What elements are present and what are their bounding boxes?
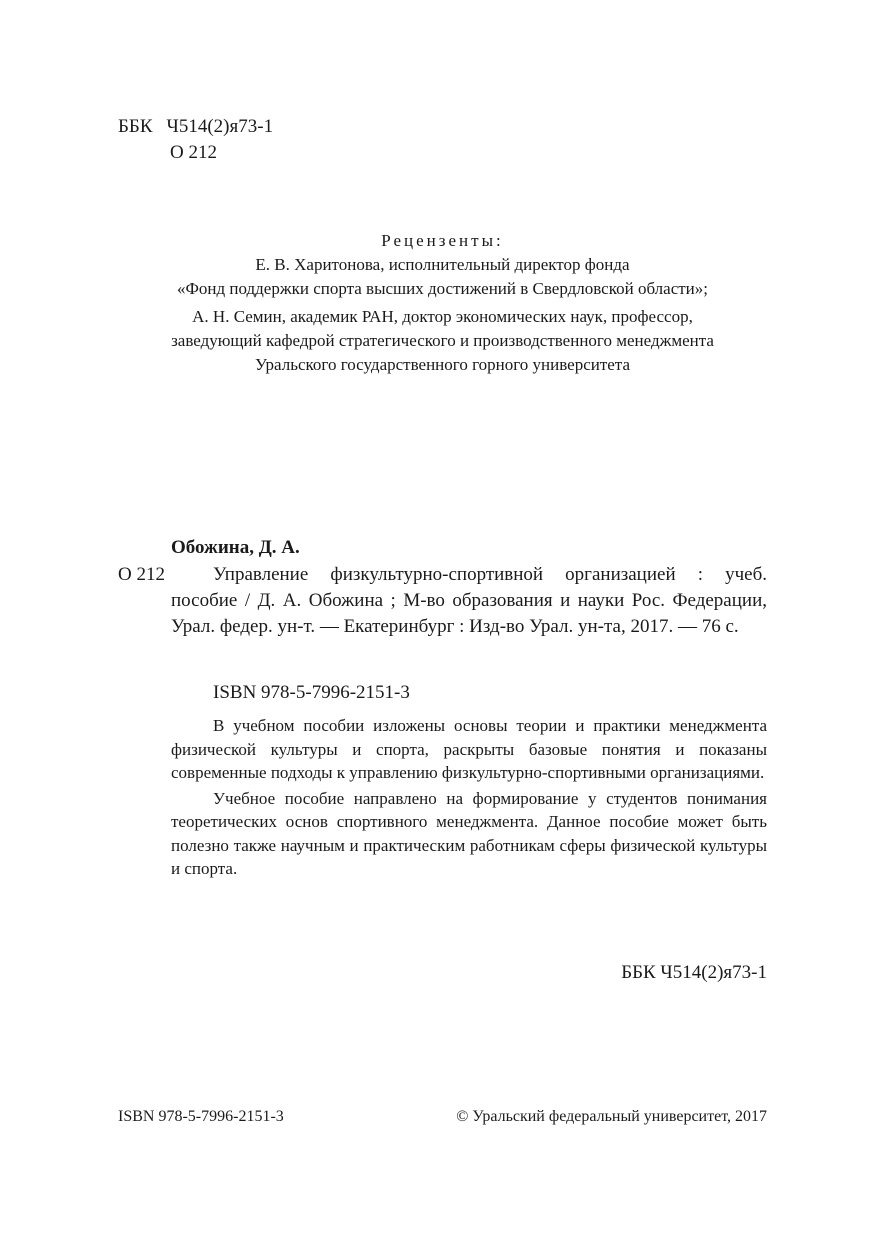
- reviewers-block: [110, 229, 775, 377]
- reviewer-1-line-2: «Фонд поддержки спорта высших достижений в Свердловской области»;: [176, 279, 709, 298]
- bbk-classification-bottom: ББК Ч514(2)я73-1: [621, 962, 767, 983]
- annotation-paragraph-1: В учебном пособии изложены основы теории и практики менеджмента физической культуры и спорта, раскрыты базовые понятия и показаны современные подходы к управлению физкультурно-спортивными организациями.: [171, 716, 767, 782]
- bbk-label: ББК: [118, 116, 153, 137]
- annotation: [171, 714, 767, 881]
- annotation-paragraph-2: Учебное пособие направлено на формирование у студентов понимания теоретических основ спортивного менеджмента. Данное пособие может быть полезно также научным и практическим работникам сферы физической культуры и спорта.: [171, 788, 767, 878]
- reviewer-2-line-2: заведующий кафедрой стратегического и производственного менеджмента: [171, 331, 714, 350]
- bbk-classification-top: [118, 114, 273, 166]
- entry-author: Обожина, Д. А.: [171, 537, 300, 558]
- reviewers-heading: Рецензенты:: [381, 231, 504, 250]
- reviewer-2-line-3: Уральского государственного горного университета: [255, 355, 630, 374]
- author-mark: О 212: [170, 142, 217, 163]
- bbk-code: Ч514(2)я73-1: [166, 116, 274, 137]
- entry-code: О 212: [118, 564, 165, 585]
- bibliographic-description: [171, 562, 767, 640]
- reviewer-2-line-1: А. Н. Семин, академик РАН, доктор экономических наук, профессор,: [192, 307, 693, 326]
- footer-isbn: ISBN 978-5-7996-2151-3: [118, 1108, 284, 1125]
- reviewer-1-line-1: Е. В. Харитонова, исполнительный директор фонда: [255, 255, 630, 274]
- entry-isbn: ISBN 978-5-7996-2151-3: [213, 682, 410, 703]
- bbk-code-line: [118, 114, 273, 140]
- footer-copyright: © Уральский федеральный университет, 2017: [456, 1108, 767, 1125]
- bibliographic-description-text: Управление физкультурно-спортивной организацией : учеб. пособие / Д. А. Обожина ; М-во образования и науки Рос. Федерации, Урал. федер. ун-т. — Екатеринбург : Изд-во Урал. ун-та, 2017. — 76 с.: [171, 564, 767, 637]
